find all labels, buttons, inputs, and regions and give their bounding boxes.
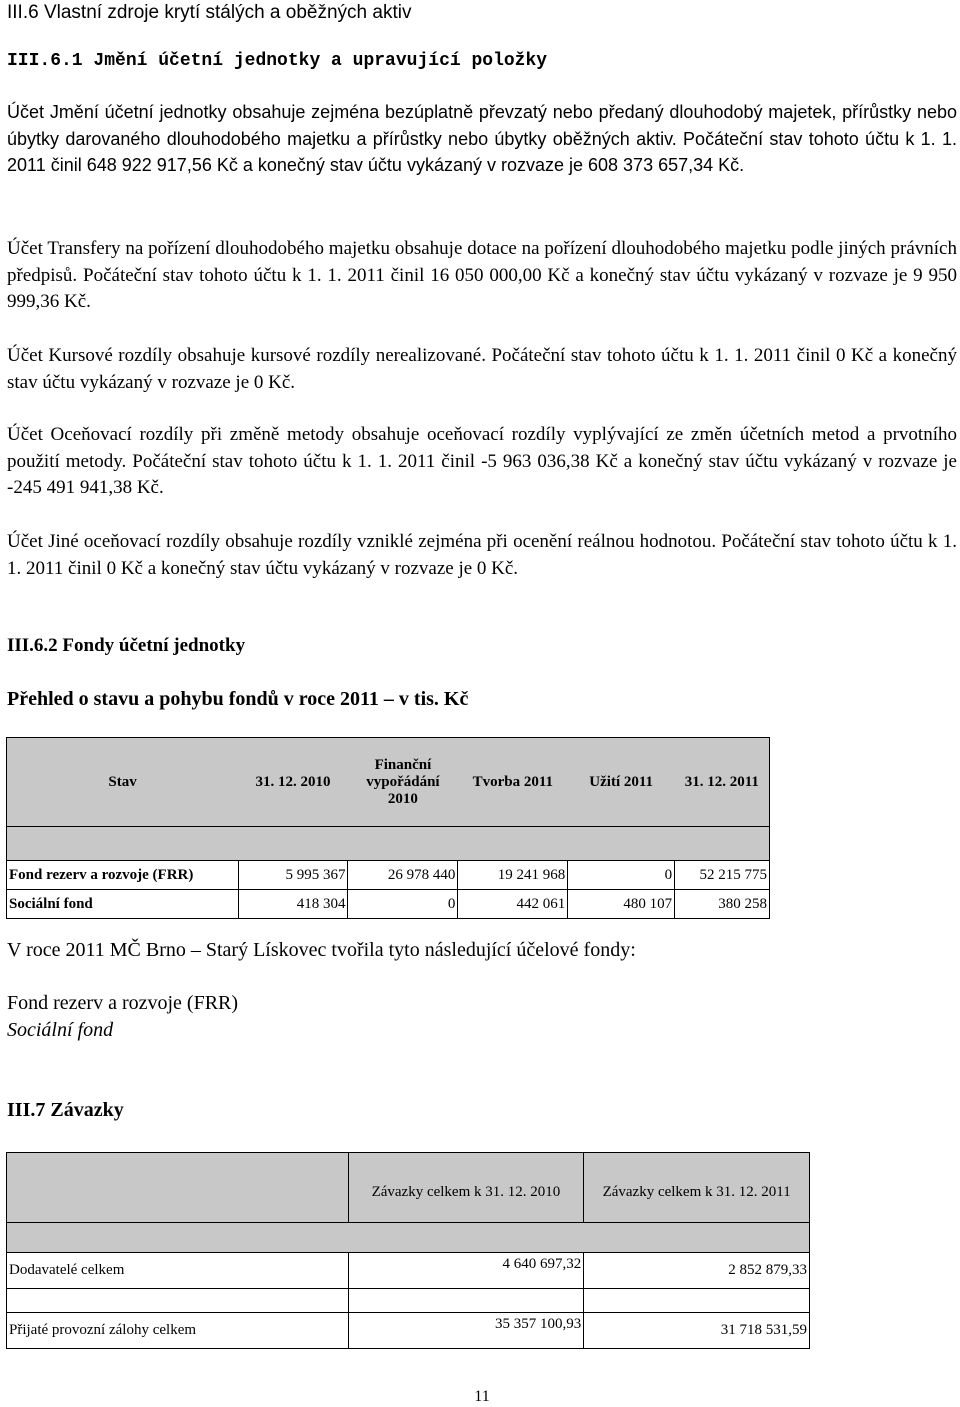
table-row [7,861,770,890]
cell-value: 480 107 [568,890,675,919]
subsection-heading-fondy: III.6.2 Fondy účetní jednotky [7,635,246,656]
funds-table-header-row [7,738,770,827]
header-2011: Závazky celkem k 31. 12. 2011 [584,1153,810,1223]
header-tvorba: Tvorba 2011 [458,738,568,827]
subsection-heading: III.6.1 Jmění účetní jednotky a upravující položky [7,51,548,71]
header-2011: 31. 12. 2011 [675,738,770,827]
table-row [7,890,770,919]
cell-value: 0 [568,861,675,890]
cell-value: 26 978 440 [348,861,458,890]
cell-value: 31 718 531,59 [584,1313,810,1349]
paragraph-jine-ocenovaci: Účet Jiné oceňovací rozdíly obsahuje rozdíly vzniklé zejména při ocenění reálnou hodnotou. Počáteční stav tohoto účtu k 1. 1. 2011 činil 0 Kč a konečný stav účtu vykázaný v rozvaze je 0 Kč. [7,531,957,579]
cell-value: 380 258 [675,890,770,919]
liabilities-spacer-row [7,1223,810,1253]
section-heading-zavazky: III.7 Závazky [7,1099,124,1121]
spacer-cell [7,827,770,861]
header-2010: 31. 12. 2010 [238,738,348,827]
paragraph-jmeni: Účet Jmění účetní jednotky obsahuje zejména bezúplatně převzatý nebo předaný dlouhodobý majetek, přírůstky nebo úbytky darovaného dlouhodobého majetku a přírůstky nebo úbytky oběžných aktiv. Počáteční stav tohoto účtu k 1. 1. 2011 činil 648 922 917,56 Kč a konečný stav účtu vykázaný v rozvaze je 608 373 657,34 Kč. [7,102,957,175]
liabilities-table [6,1152,810,1349]
table-row [7,1313,810,1349]
cell-value: 2 852 879,33 [584,1253,810,1289]
cell-value: 4 640 697,32 [348,1253,584,1289]
header-empty [7,1153,349,1223]
header-financni-vyporadani: Finanční vypořádání 2010 [348,738,458,827]
table-row-gap [7,1289,810,1313]
funds-table [6,737,770,919]
cell-value: 0 [348,890,458,919]
cell-value: 5 995 367 [238,861,348,890]
cell-value: 35 357 100,93 [348,1313,584,1349]
paragraph-ocenovaci: Účet Oceňovací rozdíly při změně metody obsahuje oceňovací rozdíly vyplývající ze změn účetních metod a prvotního použití metody. Počáteční stav tohoto účtu k 1. 1. 2011 činil -5 963 036,38 Kč a konečný stav účtu vykázaný v rozvaze je -245 491 941,38 Kč. [7,424,957,498]
header-2010: Závazky celkem k 31. 12. 2010 [348,1153,584,1223]
funds-table-spacer-row [7,827,770,861]
spacer-cell [7,1223,810,1253]
liabilities-header-row [7,1153,810,1223]
cell-value: 442 061 [458,890,568,919]
cell-value: 418 304 [238,890,348,919]
header-uziti: Užití 2011 [568,738,675,827]
table-row [7,1253,810,1289]
paragraph-kursove: Účet Kursové rozdíly obsahuje kursové rozdíly nerealizované. Počáteční stav tohoto účtu k 1. 1. 2011 činil 0 Kč a konečný stav účtu vykázaný v rozvaze je 0 Kč. [7,345,957,393]
section-heading: III.6 Vlastní zdroje krytí stálých a oběžných aktiv [7,2,412,23]
funds-intro-text: V roce 2011 MČ Brno – Starý Lískovec tvořila tyto následující účelové fondy: [7,939,636,961]
fund-list-item: Sociální fond [7,1019,114,1041]
header-stav: Stav [7,738,239,827]
cell-value: 19 241 968 [458,861,568,890]
row-label: Dodavatelé celkem [7,1253,349,1289]
row-label: Přijaté provozní zálohy celkem [7,1313,349,1349]
fund-list-item: Fond rezerv a rozvoje (FRR) [7,992,239,1014]
funds-overview-title: Přehled o stavu a pohybu fondů v roce 2011 – v tis. Kč [7,688,469,710]
gap-cell [7,1289,349,1313]
gap-cell [348,1289,584,1313]
gap-cell [584,1289,810,1313]
cell-value: 52 215 775 [675,861,770,890]
row-label: Sociální fond [7,890,239,919]
page-number: 11 [474,1388,490,1405]
paragraph-transfery: Účet Transfery na pořízení dlouhodobého majetku obsahuje dotace na pořízení dlouhodobého majetku podle jiných právních předpisů. Počáteční stav tohoto účtu k 1. 1. 2011 činil 16 050 000,00 Kč a konečný stav účtu vykázaný v rozvaze je 9 950 999,36 Kč. [7,238,957,312]
row-label: Fond rezerv a rozvoje (FRR) [7,861,239,890]
